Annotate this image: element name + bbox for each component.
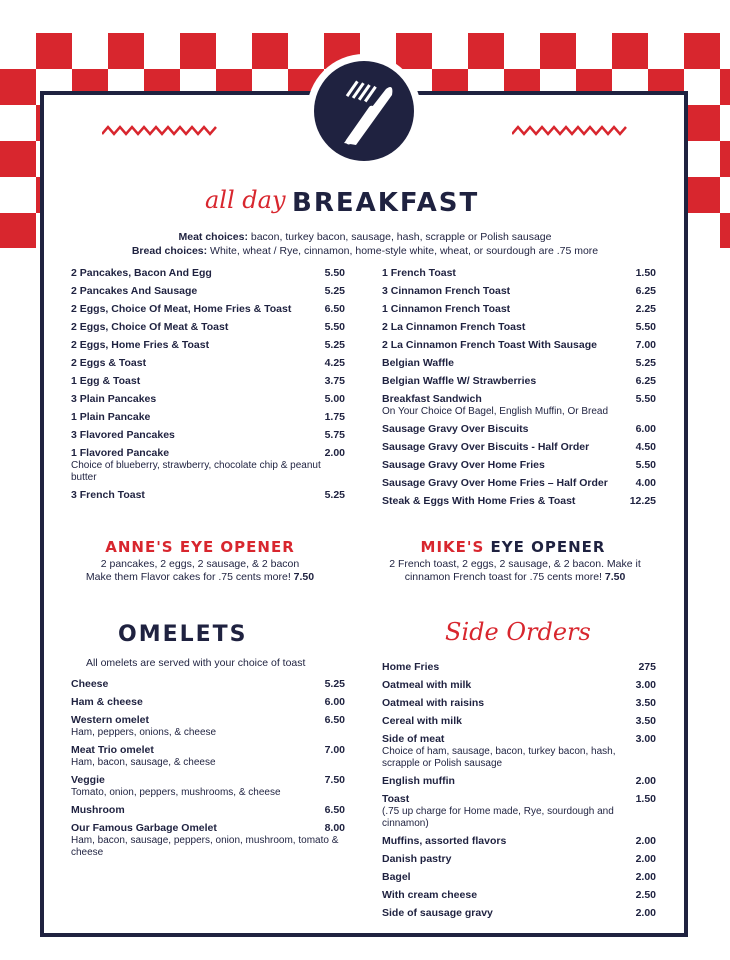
menu-item (382, 853, 656, 866)
menu-item-desc: Tomato, onion, peppers, mushrooms, & cheese (71, 787, 281, 798)
anne-price: 7.50 (293, 571, 315, 583)
mike-price: 7.50 (604, 571, 626, 583)
menu-item-name: Sausage Gravy Over Biscuits - Half Order (382, 441, 590, 453)
menu-item-price: 12.25 (629, 495, 656, 507)
menu-item-name: 2 Eggs, Home Fries & Toast (71, 339, 210, 351)
menu-item-name: 2 Pancakes And Sausage (71, 285, 198, 297)
menu-item-name: Belgian Waffle (382, 357, 454, 369)
menu-item-name: Sausage Gravy Over Biscuits (382, 423, 529, 435)
fork-knife-icon (314, 61, 414, 161)
menu-item-price: 5.50 (324, 267, 345, 279)
menu-item-name: Side of sausage gravy (382, 907, 493, 919)
menu-item (382, 835, 656, 848)
menu-item-price: 7.50 (324, 774, 345, 786)
sides-title: Side Orders (445, 618, 591, 646)
menu-item-price: 2.00 (324, 447, 345, 459)
menu-item-price: 5.25 (324, 489, 345, 501)
sides-list (382, 661, 656, 925)
menu-item-name: Side of meat (382, 733, 445, 745)
menu-item-price: 5.25 (324, 339, 345, 351)
menu-item-price: 3.75 (324, 375, 345, 387)
menu-item-desc: (.75 up charge for Home made, Rye, sourdough and cinnamon) (382, 806, 614, 829)
menu-item-desc: Ham, bacon, sausage, & cheese (71, 757, 216, 768)
menu-item (71, 774, 345, 799)
menu-item (382, 697, 656, 710)
anne-line1: 2 pancakes, 2 eggs, 2 sausage, & 2 bacon (100, 558, 300, 570)
menu-item-price: 5.25 (324, 285, 345, 297)
menu-item-price: 1.50 (635, 793, 656, 805)
menu-item-price: 5.25 (635, 357, 656, 369)
menu-item (71, 411, 345, 424)
meat-text: bacon, turkey bacon, sausage, hash, scrapple or Polish sausage (247, 231, 552, 243)
menu-item (382, 357, 656, 370)
anne-title: ANNE'S EYE OPENER (105, 538, 295, 556)
menu-item-price: 4.50 (635, 441, 656, 453)
mike-title-name: MIKE'S (420, 538, 485, 556)
menu-item-name: 3 Plain Pancakes (71, 393, 157, 405)
menu-item-name: With cream cheese (382, 889, 478, 901)
menu-item-price: 4.25 (324, 357, 345, 369)
menu-item-price: 6.50 (324, 714, 345, 726)
menu-item-name: Breakfast Sandwich (382, 393, 482, 405)
menu-item-desc: Choice of ham, sausage, bacon, turkey bacon, hash, scrapple or Polish sausage (382, 746, 616, 769)
menu-item-name: Our Famous Garbage Omelet (71, 822, 217, 834)
menu-item-desc: Ham, bacon, sausage, peppers, onion, mushroom, tomato & cheese (71, 835, 339, 858)
menu-item (382, 441, 656, 454)
menu-item (382, 375, 656, 388)
choices-note (0, 230, 730, 258)
menu-item (382, 775, 656, 788)
menu-item-price: 2.25 (635, 303, 656, 315)
menu-item (71, 321, 345, 334)
menu-item (382, 477, 656, 490)
menu-item-price: 1.75 (324, 411, 345, 423)
logo-badge (314, 61, 414, 161)
menu-item-name: 1 French Toast (382, 267, 456, 279)
bread-label: Bread choices: (131, 245, 208, 257)
menu-item-desc: Choice of blueberry, strawberry, chocolate chip & peanut butter (71, 460, 321, 483)
menu-item-name: 1 Egg & Toast (71, 375, 141, 387)
menu-item-name: Steak & Eggs With Home Fries & Toast (382, 495, 576, 507)
menu-item-name: 3 Cinnamon French Toast (382, 285, 511, 297)
menu-item-name: Belgian Waffle W/ Strawberries (382, 375, 537, 387)
menu-item (382, 285, 656, 298)
menu-item-desc: On Your Choice Of Bagel, English Muffin, Or Bread (382, 406, 609, 417)
menu-item-price: 2.00 (635, 907, 656, 919)
menu-item (382, 321, 656, 334)
mike-line2: cinnamon French toast for .75 cents more! (404, 571, 602, 583)
menu-item-name: 1 Cinnamon French Toast (382, 303, 511, 315)
menu-item-name: Sausage Gravy Over Home Fries (382, 459, 545, 471)
logo (307, 54, 421, 168)
breakfast-left-list (71, 267, 345, 507)
menu-item-name: 2 La Cinnamon French Toast With Sausage (382, 339, 597, 351)
omelets-list (71, 678, 345, 864)
menu-item-name: Oatmeal with raisins (382, 697, 485, 709)
menu-item (382, 793, 656, 830)
menu-item-price: 2.50 (635, 889, 656, 901)
menu-item-name: 1 Plain Pancake (71, 411, 151, 423)
menu-item-price: 2.00 (635, 775, 656, 787)
menu-item-name: Toast (382, 793, 410, 805)
breakfast-script: all day (205, 186, 286, 214)
menu-item (382, 889, 656, 902)
menu-item-name: Muffins, assorted flavors (382, 835, 507, 847)
menu-item-price: 1.50 (635, 267, 656, 279)
menu-item-price: 6.25 (635, 285, 656, 297)
mike-title (378, 538, 648, 556)
menu-item-name: Bagel (382, 871, 411, 883)
menu-item-name: 2 Pancakes, Bacon And Egg (71, 267, 212, 279)
menu-item-name: 1 Flavored Pancake (71, 447, 170, 459)
omelets-note: All omelets are served with your choice of toast (86, 657, 306, 669)
bread-text: White, wheat / Rye, cinnamon, home-style white, wheat, or sourdough are .75 more (207, 245, 599, 257)
menu-item-name: 2 Eggs & Toast (71, 357, 147, 369)
menu-item-price: 8.00 (324, 822, 345, 834)
menu-item (71, 375, 345, 388)
menu-item (382, 423, 656, 436)
menu-item-name: Oatmeal with milk (382, 679, 472, 691)
menu-item-price: 3.00 (635, 733, 656, 745)
menu-item (71, 744, 345, 769)
menu-item (71, 714, 345, 739)
menu-item (382, 339, 656, 352)
menu-item (382, 871, 656, 884)
menu-item-name: Meat Trio omelet (71, 744, 154, 756)
menu-item (71, 804, 345, 817)
menu-item-name: Cereal with milk (382, 715, 462, 727)
menu-item-price: 5.50 (635, 393, 656, 405)
menu-item-name: Sausage Gravy Over Home Fries – Half Order (382, 477, 608, 489)
menu-item-price: 5.50 (324, 321, 345, 333)
menu-item-price: 275 (638, 661, 656, 673)
menu-item-price: 7.00 (635, 339, 656, 351)
menu-item (382, 733, 656, 770)
menu-item-price: 5.25 (324, 678, 345, 690)
menu-item-price: 3.00 (635, 679, 656, 691)
menu-item-price: 2.00 (635, 871, 656, 883)
menu-item-name: 3 French Toast (71, 489, 145, 501)
menu-item-price: 6.00 (635, 423, 656, 435)
menu-item (71, 822, 345, 859)
menu-item-price: 2.00 (635, 853, 656, 865)
menu-item-name: Ham & cheese (71, 696, 143, 708)
menu-item (71, 429, 345, 442)
menu-item (71, 285, 345, 298)
menu-item (71, 393, 345, 406)
menu-item-price: 6.50 (324, 303, 345, 315)
mike-desc (365, 558, 665, 584)
menu-item (71, 678, 345, 691)
omelets-title: OMELETS (118, 622, 248, 647)
menu-item-price: 6.25 (635, 375, 656, 387)
menu-item (71, 696, 345, 709)
menu-item-name: 3 Flavored Pancakes (71, 429, 175, 441)
menu-item (71, 267, 345, 280)
menu-item-price: 4.00 (635, 477, 656, 489)
menu-item-name: Mushroom (71, 804, 125, 816)
menu-item-price: 5.50 (635, 321, 656, 333)
zigzag-divider-right (512, 124, 627, 136)
breakfast-title: BREAKFAST (292, 188, 480, 218)
menu-item-name: Cheese (71, 678, 109, 690)
menu-item-price: 6.50 (324, 804, 345, 816)
breakfast-right-list (382, 267, 656, 513)
menu-item (382, 303, 656, 316)
menu-item (382, 495, 656, 508)
menu-item (71, 339, 345, 352)
mike-title-rest: EYE OPENER (484, 538, 606, 556)
menu-item-price: 5.50 (635, 459, 656, 471)
menu-item-name: Western omelet (71, 714, 149, 726)
menu-item-price: 6.00 (324, 696, 345, 708)
mike-line1: 2 French toast, 2 eggs, 2 sausage, & 2 bacon. Make it (389, 558, 641, 570)
menu-item-name: 2 Eggs, Choice Of Meat & Toast (71, 321, 229, 333)
menu-item-price: 5.75 (324, 429, 345, 441)
menu-item-price: 3.50 (635, 715, 656, 727)
menu-item (382, 661, 656, 674)
menu-item (71, 357, 345, 370)
menu-item-name: 2 La Cinnamon French Toast (382, 321, 526, 333)
menu-item (382, 267, 656, 280)
menu-item (382, 715, 656, 728)
menu-item (71, 489, 345, 502)
menu-item-price: 2.00 (635, 835, 656, 847)
zigzag-divider-left (102, 124, 217, 136)
menu-item-price: 3.50 (635, 697, 656, 709)
menu-item-name: English muffin (382, 775, 455, 787)
menu-item-name: Veggie (71, 774, 105, 786)
anne-desc (60, 558, 340, 584)
menu-item-price: 5.00 (324, 393, 345, 405)
menu-item-name: 2 Eggs, Choice Of Meat, Home Fries & Toast (71, 303, 292, 315)
menu-item-name: Home Fries (382, 661, 440, 673)
menu-item (382, 459, 656, 472)
menu-item (71, 447, 345, 484)
menu-item-name: Danish pastry (382, 853, 452, 865)
meat-label: Meat choices: (178, 231, 248, 243)
menu-item (382, 393, 656, 418)
anne-line2: Make them Flavor cakes for .75 cents more! (85, 571, 291, 583)
menu-item (382, 907, 656, 920)
menu-item (382, 679, 656, 692)
menu-item-desc: Ham, peppers, onions, & cheese (71, 727, 217, 738)
menu-item (71, 303, 345, 316)
menu-item-price: 7.00 (324, 744, 345, 756)
